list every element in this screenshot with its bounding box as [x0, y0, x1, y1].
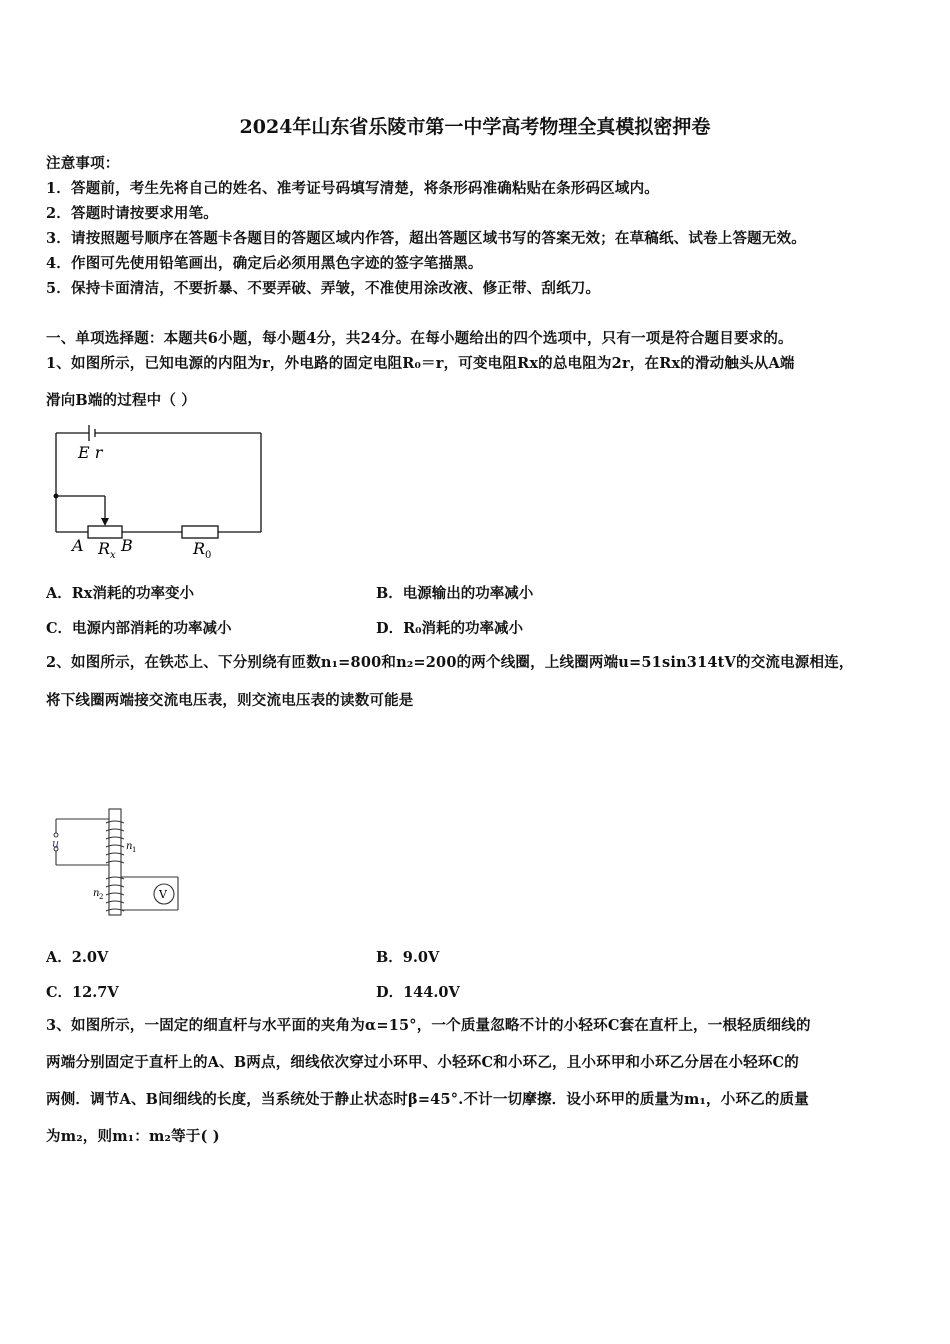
r0-resistor [182, 526, 218, 538]
label-n1-sub: 1 [132, 846, 137, 854]
source-label: E r [78, 443, 103, 462]
q2-option-c[interactable]: C．12.7V [46, 984, 119, 1001]
q2-stem-line2: 将下线圈两端接交流电压表，则交流电压表的读数可能是 [46, 692, 414, 709]
q3-stem-line3: 两侧．调节A、B间细线的长度，当系统处于静止状态时β=45°.不计一切摩擦．设小环甲的质量为m₁，小环乙的质量 [46, 1091, 809, 1108]
q2-option-d[interactable]: D．144.0V [376, 984, 460, 1001]
q2-transformer-figure [46, 805, 186, 920]
notice-heading: 注意事项： [46, 155, 120, 172]
notice-item: 5．保持卡面清洁，不要折暴、不要弄破、弄皱，不准使用涂改液、修正带、刮纸刀。 [46, 280, 601, 297]
label-rx: R [98, 539, 111, 558]
q1-option-d[interactable]: D．R₀消耗的功率减小 [376, 620, 523, 637]
q1-stem-line2: 滑向B端的过程中（ ） [46, 392, 197, 409]
label-u: u [52, 837, 60, 850]
q1-option-b[interactable]: B．电源输出的功率减小 [376, 585, 534, 602]
q1-circuit-figure [40, 420, 280, 565]
label-n1: n [126, 841, 133, 852]
label-v: V [159, 888, 167, 901]
label-rx-sub: x [110, 550, 116, 561]
notice-item: 2．答题时请按要求用笔。 [46, 205, 218, 222]
iron-core [109, 809, 121, 915]
q3-stem-line1: 3、如图所示，一固定的细直杆与水平面的夹角为α=15°，一个质量忽略不计的小轻环C套在直杆上，一根轻质细线的 [46, 1017, 811, 1034]
label-r0-sub: 0 [205, 550, 212, 561]
section-heading: 一、单项选择题：本题共6小题，每小题4分，共24分。在每小题给出的四个选项中，只有一项是符合题目要求的。 [46, 330, 793, 347]
q3-stem-line4: 为m₂，则m₁：m₂等于( ) [46, 1128, 220, 1145]
rx-resistor [88, 526, 122, 538]
q1-option-a[interactable]: A．Rx消耗的功率变小 [46, 585, 194, 602]
notice-item: 4．作图可先使用铅笔画出，确定后必须用黑色字迹的签字笔描黑。 [46, 255, 483, 272]
label-n2: n [93, 888, 100, 899]
page-title: 2024年山东省乐陵市第一中学高考物理全真模拟密押卷 [239, 116, 711, 138]
q1-stem-line1: 1、如图所示，已知电源的内阻为r，外电路的固定电阻R₀＝r，可变电阻Rx的总电阻为2r，在Rx的滑动触头从A端 [46, 355, 795, 372]
label-n2-sub: 2 [99, 893, 104, 901]
q2-option-a[interactable]: A．2.0V [46, 949, 109, 966]
slider-arrow-icon [101, 518, 109, 526]
q2-option-b[interactable]: B．9.0V [376, 949, 440, 966]
label-a: A [72, 536, 84, 555]
notice-item: 3．请按照题号顺序在答题卡各题目的答题区域内作答，超出答题区域书写的答案无效；在草稿纸、试卷上答题无效。 [46, 230, 806, 247]
q3-stem-line2: 两端分别固定于直杆上的A、B两点，细线依次穿过小环甲、小轻环C和小环乙，且小环甲和小环乙分居在小轻环C的 [46, 1054, 799, 1071]
q2-stem-line1: 2、如图所示，在铁芯上、下分别绕有匝数n₁=800和n₂=200的两个线圈，上线圈两端u=51sin314tV的交流电源相连， [46, 654, 854, 671]
junction-dot [54, 494, 59, 499]
notice-item: 1．答题前，考生先将自己的姓名、准考证号码填写清楚，将条形码准确粘贴在条形码区域内。 [46, 180, 659, 197]
label-b: B [121, 536, 133, 555]
q1-option-c[interactable]: C．电源内部消耗的功率减小 [46, 620, 232, 637]
label-r0: R [193, 539, 206, 558]
